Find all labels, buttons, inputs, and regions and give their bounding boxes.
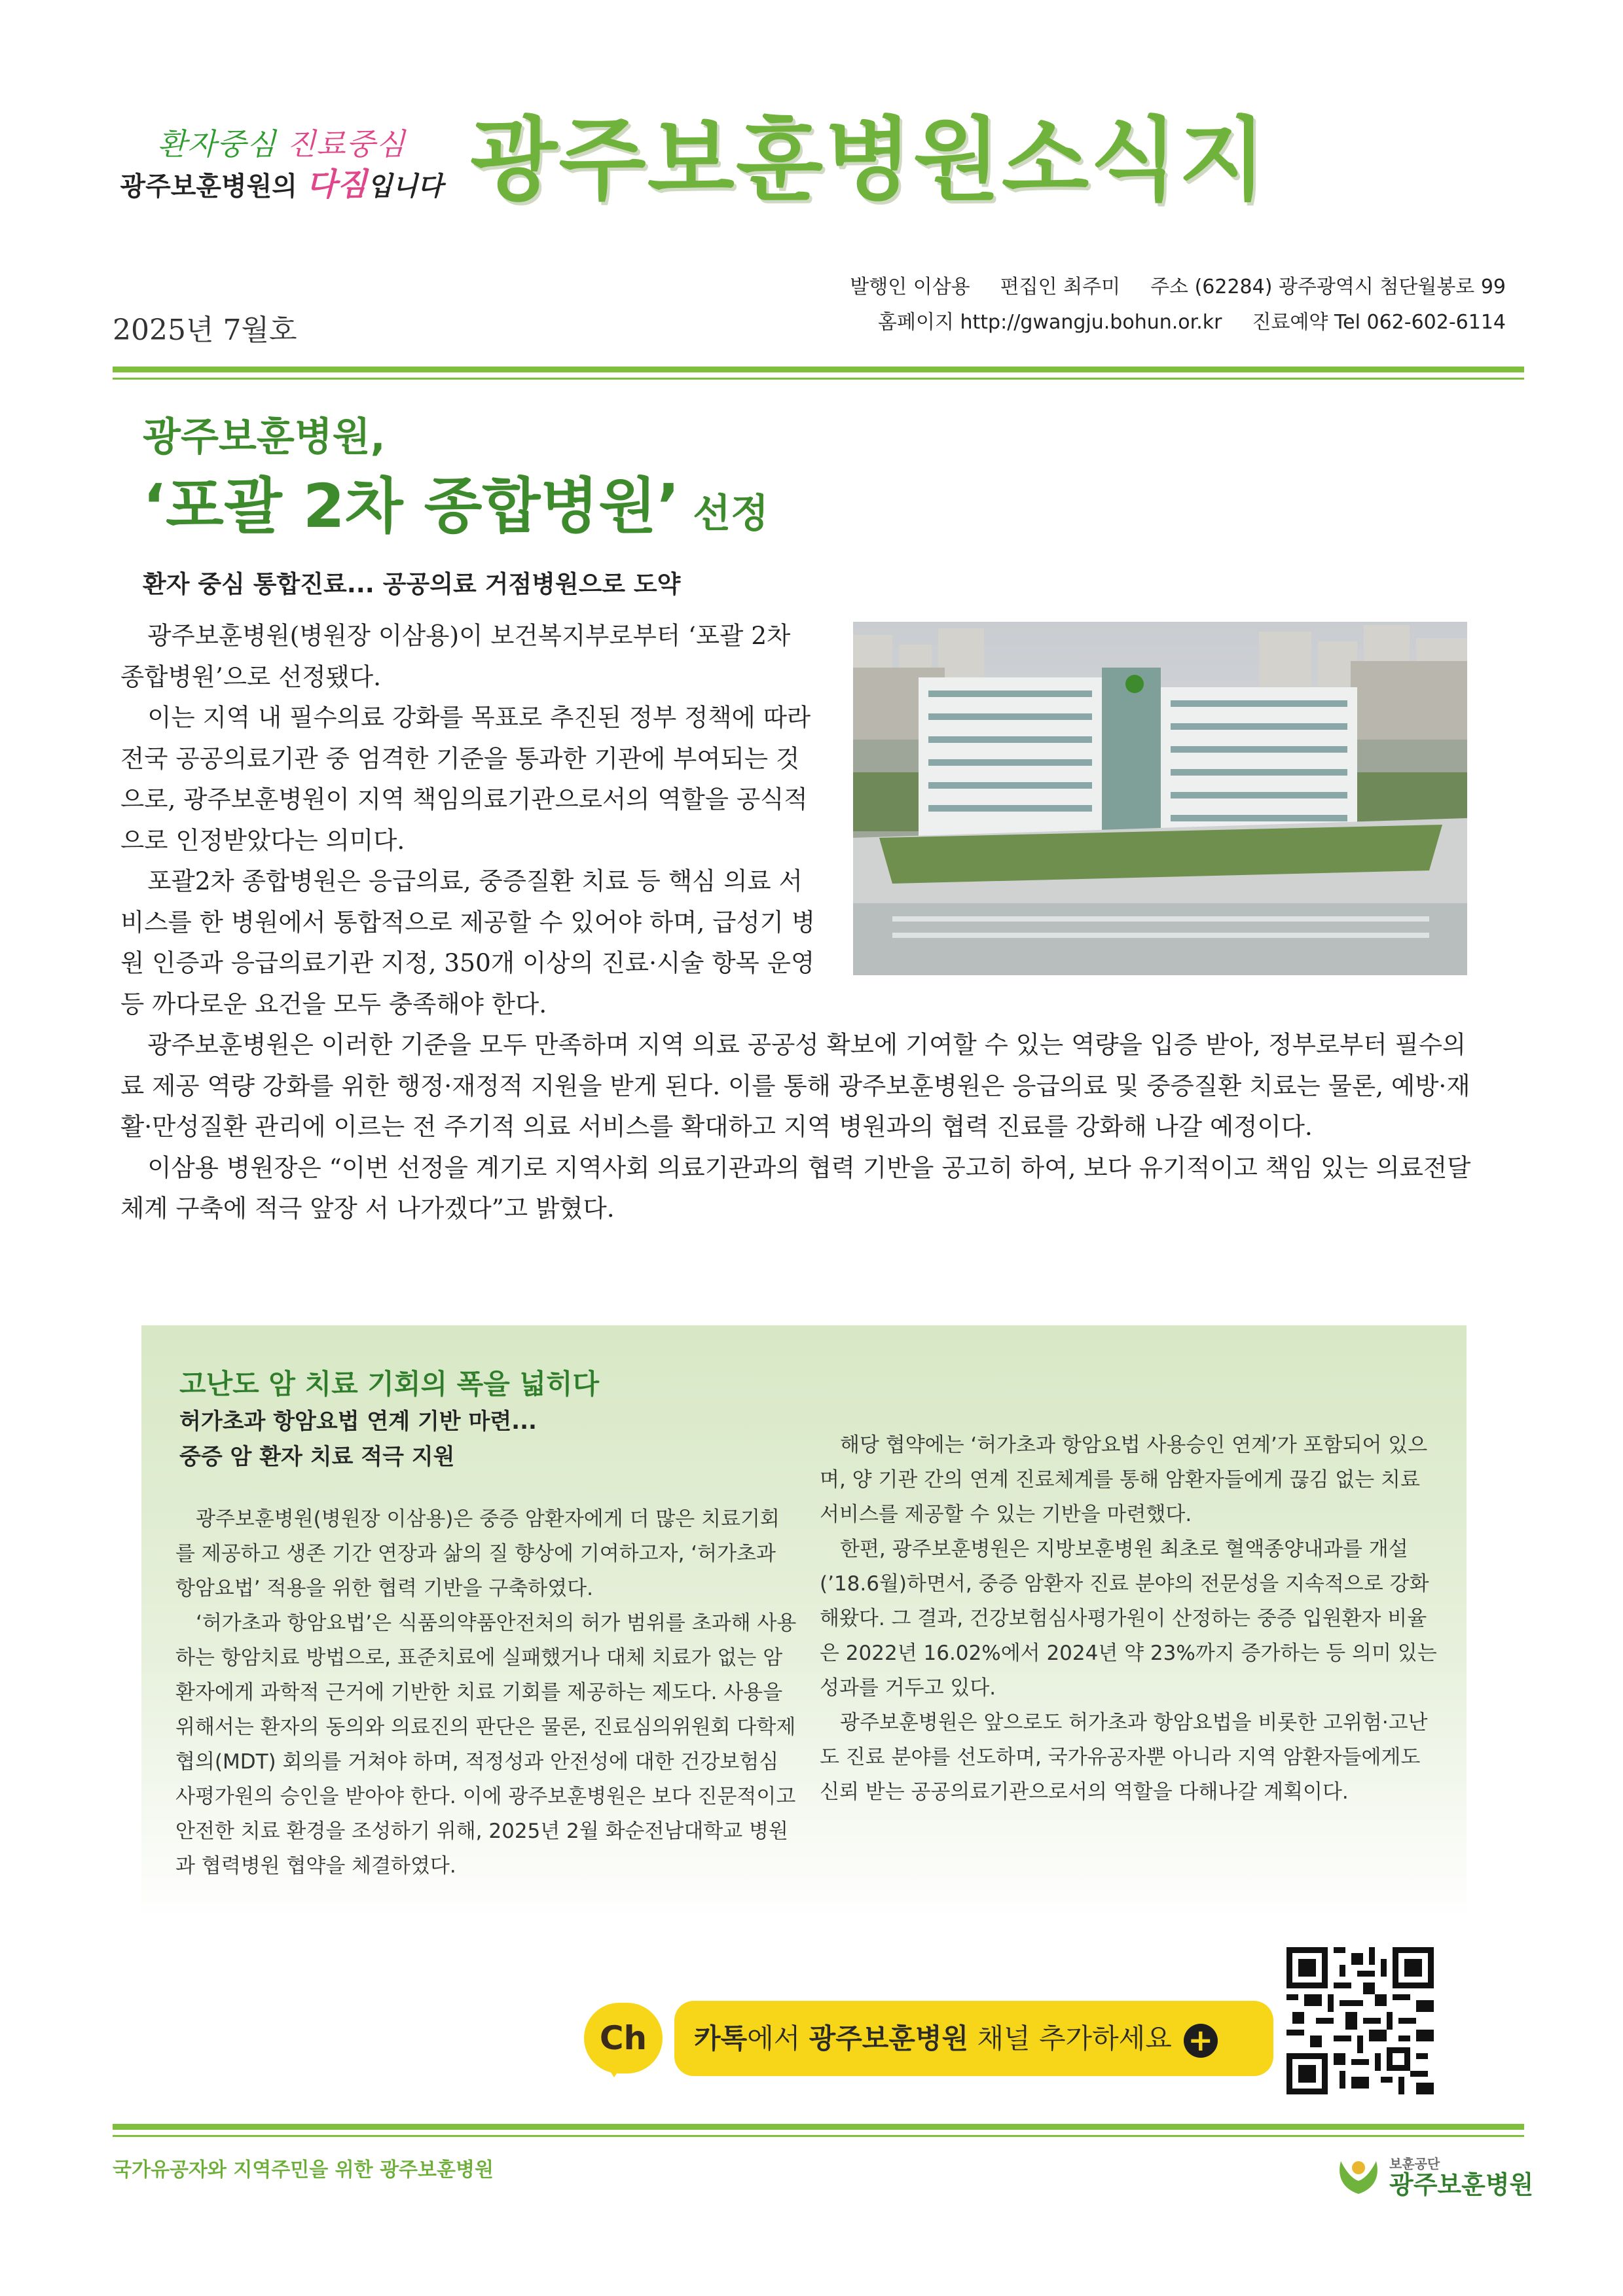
- slogan-ending: 입니다: [367, 171, 443, 202]
- article2-paragraph: 해당 협약에는 ‘허가초과 항암요법 사용승인 연계’가 포함되어 있으며, 양 기관 간의 연계 진료체계를 통해 암환자들에게 끊김 없는 치료 서비스를 제공할 수 있는 기반을 마련했다.: [820, 1433, 1428, 1526]
- hospital-building-photo: [853, 622, 1467, 975]
- hospital-logo-icon: [1336, 2156, 1381, 2195]
- header-divider-thin: [113, 378, 1524, 380]
- article1-paragraph: 광주보훈병원(병원장 이삼용)이 보건복지부로부터 ‘포괄 2차 종합병원’으로 선정됐다.: [120, 621, 791, 691]
- kakao-channel-icon[interactable]: Ch: [584, 2003, 663, 2073]
- article1-paragraph: 이삼용 병원장은 “이번 선정을 계기로 지역사회 의료기관과의 협력 기반을 공고히 하여, 보다 유기적이고 책임 있는 의료전달체계 구축에 적극 앞장 서 나가겠다”고 밝혔다.: [120, 1153, 1471, 1223]
- newsletter-title: 광주보훈병원소식지: [470, 107, 1267, 213]
- article2-body-left: [175, 1502, 797, 1884]
- publisher-info: [786, 270, 1506, 340]
- article1-body-full: [120, 1024, 1476, 1229]
- homepage-link[interactable]: 홈페이지 http://gwangju.bohun.or.kr: [878, 311, 1222, 334]
- kakao-bubble-tail: [600, 2055, 629, 2077]
- footer-logo-small: 보훈공단: [1389, 2156, 1440, 2172]
- slogan-pledge: 다짐: [306, 166, 367, 203]
- article2-subtitle: 허가초과 항암요법 연계 기반 마련... 중증 암 환자 치료 적극 지원: [179, 1408, 537, 1470]
- reservation-phone: 진료예약 Tel 062-602-6114: [1252, 311, 1506, 334]
- plus-icon: +: [1184, 2024, 1218, 2058]
- slogan-patient-centered: 환자중심: [157, 126, 277, 162]
- article1-body-left: [120, 615, 821, 1024]
- qr-code[interactable]: [1286, 1947, 1434, 2094]
- editor: 편집인 최주미: [1000, 276, 1121, 298]
- publisher: 발행인 이삼용: [850, 276, 970, 298]
- footer-divider: [113, 2124, 1524, 2130]
- footer-logo-name: 광주보훈병원: [1389, 2170, 1534, 2199]
- footer-slogan: 국가유공자와 지역주민을 위한 광주보훈병원: [113, 2159, 494, 2181]
- article2-paragraph: 광주보훈병원은 앞으로도 허가초과 항암요법을 비롯한 고위험·고난도 진료 분야를 선도하며, 국가유공자뿐 아니라 지역 암환자들에게도 신뢰 받는 공공의료기관으로서의 역할을 다해나갈 계획이다.: [820, 1711, 1428, 1804]
- address: 주소 (62284) 광주광역시 첨단월봉로 99: [1150, 276, 1506, 298]
- slogan-care-centered: 진료중심: [286, 126, 406, 162]
- article1-paragraph: 이는 지역 내 필수의료 강화를 목표로 추진된 정부 정책에 따라 전국 공공의료기관 중 엄격한 기준을 통과한 기관에 부여되는 것으로, 광주보훈병원이 지역 책임의료기관으로서의 역할을 공식적으로 인정받았다는 의미다.: [120, 703, 811, 855]
- slogan-hospital: 광주보훈병원의: [120, 171, 297, 202]
- footer-divider-thin: [113, 2135, 1524, 2137]
- article2-body-right: [820, 1428, 1442, 1810]
- article1-paragraph: 광주보훈병원은 이러한 기준을 모두 만족하며 지역 의료 공공성 확보에 기여할 수 있는 역량을 입증 받아, 정부로부터 필수의료 제공 역량 강화를 위한 행정·재정적 지원을 받게 된다. 이를 통해 광주보훈병원은 응급의료 및 중증질환 치료는 물론, 예방·재활·만성질환 관리에 이르는 전 주기적 의료 서비스를 확대하고 지역 병원과의 협력 진료를 강화해 나갈 예정이다.: [120, 1030, 1470, 1141]
- header-divider: [113, 367, 1524, 372]
- article2-paragraph: 한편, 광주보훈병원은 지방보훈병원 최초로 혈액종양내과를 개설(’18.6월)하면서, 중증 암환자 진료 분야의 전문성을 지속적으로 강화해왔다. 그 결과, 건강보험심사평가원이 산정하는 중증 입원환자 비율은 2022년 16.02%에서 2024년 약 23%까지 증가하는 등 의미 있는 성과를 거두고 있다.: [820, 1537, 1437, 1700]
- article1-paragraph: 포괄2차 종합병원은 응급의료, 중증질환 치료 등 핵심 의료 서비스를 한 병원에서 통합적으로 제공할 수 있어야 하며, 급성기 병원 인증과 응급의료기관 지정, 350개 이상의 진료·시술 항목 운영 등 까다로운 요건을 모두 충족해야 한다.: [120, 867, 816, 1018]
- masthead-slogan: [111, 124, 452, 207]
- article2-title: 고난도 암 치료 기회의 폭을 넓히다: [179, 1368, 600, 1400]
- article1-pre-title: 광주보훈병원,: [143, 414, 386, 460]
- article2-paragraph: ‘허가초과 항암요법’은 식품의약품안전처의 허가 범위를 초과해 사용하는 항암치료 방법으로, 표준치료에 실패했거나 대체 치료가 없는 암환자에게 과학적 근거에 기반한 치료 기회를 제공하는 제도다. 사용을 위해서는 환자의 동의와 의료진의 판단은 물론, 진료심의위원회 다학제협의(MDT) 회의를 거쳐야 하며, 적정성과 안전성에 대한 건강보험심사평가원의 승인을 받아야 한다. 이에 광주보훈병원은 보다 진문적이고 안전한 치료 환경을 조성하기 위해, 2025년 2월 화순전남대학교 병원과 협력병원 협약을 체결하였다.: [175, 1611, 797, 1878]
- kakao-channel-add-button[interactable]: 카톡에서 광주보훈병원 채널 추가하세요 +: [674, 2001, 1273, 2076]
- article1-subtitle: 환자 중심 통합진료... 공공의료 거점병원으로 도약: [143, 570, 681, 598]
- article2-paragraph: 광주보훈병원(병원장 이삼용)은 중증 암환자에게 더 많은 치료기회를 제공하고 생존 기간 연장과 삶의 질 향상에 기여하고자, ‘허가초과 항암요법’ 적용을 위한 협력 기반을 구축하였다.: [175, 1507, 780, 1600]
- issue-date: 2025년 7월호: [113, 314, 297, 347]
- article1-title-suffix: 선정: [693, 491, 769, 537]
- article1-title: ‘포괄 2차 종합병원’ 선정: [143, 471, 769, 541]
